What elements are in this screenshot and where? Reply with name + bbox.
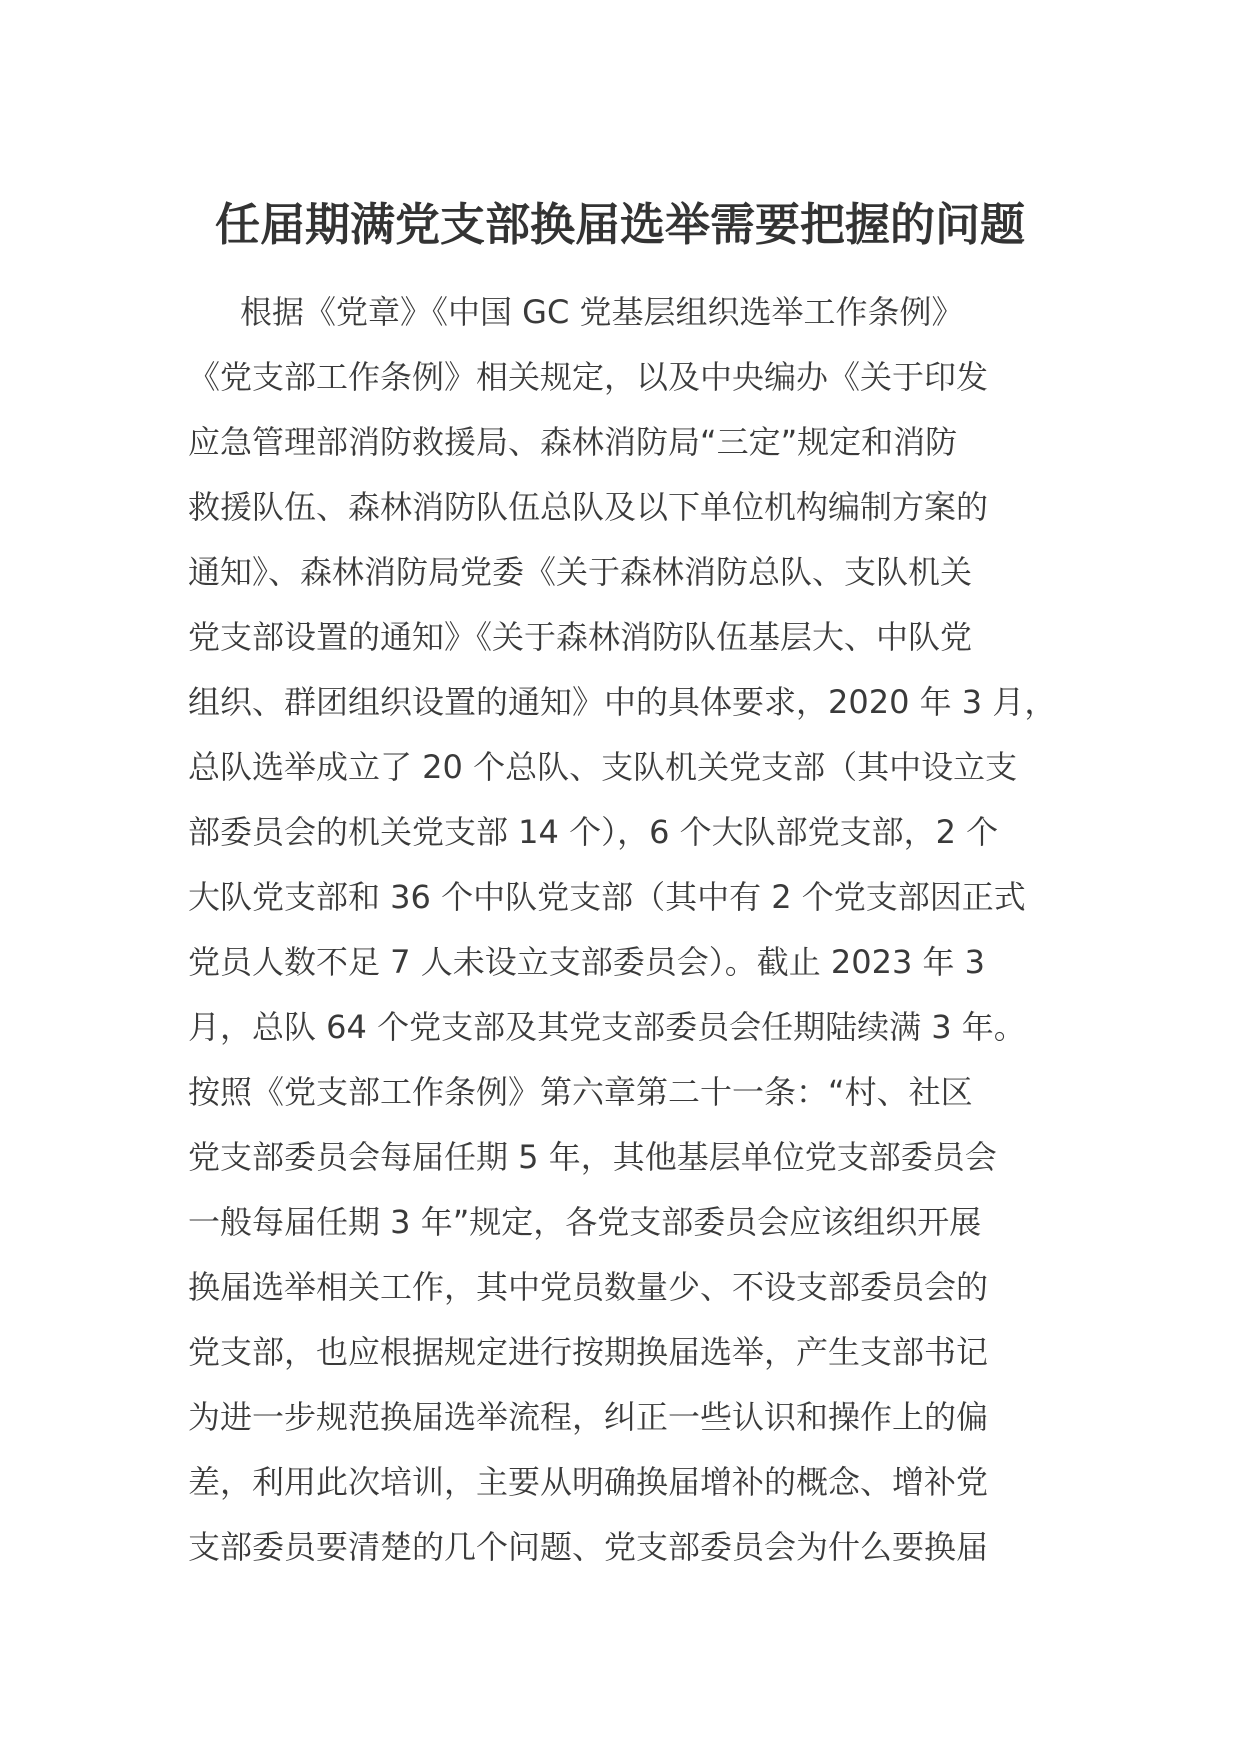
paragraph-line: 差，利用此次培训，主要从明确换届增补的概念、增补党 <box>188 1463 989 1501</box>
paragraph-line: 《党支部工作条例》相关规定，以及中央编办《关于印发 <box>188 358 989 396</box>
paragraph-line: 党支部设置的通知》《关于森林消防队伍基层大、中队党 <box>188 618 973 656</box>
paragraph-line: 支部委员要清楚的几个问题、党支部委员会为什么要换届 <box>188 1528 989 1566</box>
paragraph-line: 党支部，也应根据规定进行按期换届选举，产生支部书记 <box>188 1333 989 1371</box>
paragraph-line: 换届选举相关工作，其中党员数量少、不设支部委员会的 <box>188 1268 989 1306</box>
paragraph-line: 一般每届任期 3 年”规定，各党支部委员会应该组织开展 <box>188 1203 982 1241</box>
paragraph-line: 党支部委员会每届任期 5 年，其他基层单位党支部委员会 <box>188 1138 997 1176</box>
paragraph-line: 按照《党支部工作条例》第六章第二十一条：“村、社区 <box>188 1073 973 1111</box>
paragraph-line: 总队选举成立了 20 个总队、支队机关党支部（其中设立支 <box>188 748 1018 786</box>
paragraph-line: 通知》、森林消防局党委《关于森林消防总队、支队机关 <box>188 553 973 591</box>
paragraph-line: 大队党支部和 36 个中队党支部（其中有 2 个党支部因正式 <box>188 878 1026 916</box>
paragraph-line: 党员人数不足 7 人未设立支部委员会）。截止 2023 年 3 <box>188 943 986 981</box>
paragraph-line: 组织、群团组织设置的通知》中的具体要求，2020 年 3 月， <box>188 683 1057 721</box>
document-body <box>188 280 1068 1580</box>
paragraph-line: 月，总队 64 个党支部及其党支部委员会任期陆续满 3 年。 <box>188 1008 1026 1046</box>
paragraph-line: 应急管理部消防救援局、森林消防局“三定”规定和消防 <box>188 423 958 461</box>
paragraph-line: 救援队伍、森林消防队伍总队及以下单位机构编制方案的 <box>188 488 989 526</box>
paragraph-line: 为进一步规范换届选举流程，纠正一些认识和操作上的偏 <box>188 1398 989 1436</box>
paragraph-line: 部委员会的机关党支部 14 个），6 个大队部党支部，2 个 <box>188 813 999 851</box>
document-title: 任届期满党支部换届选举需要把握的问题 <box>214 198 1025 251</box>
paragraph-line: 根据《党章》《中国 GC 党基层组织选举工作条例》 <box>240 293 964 331</box>
